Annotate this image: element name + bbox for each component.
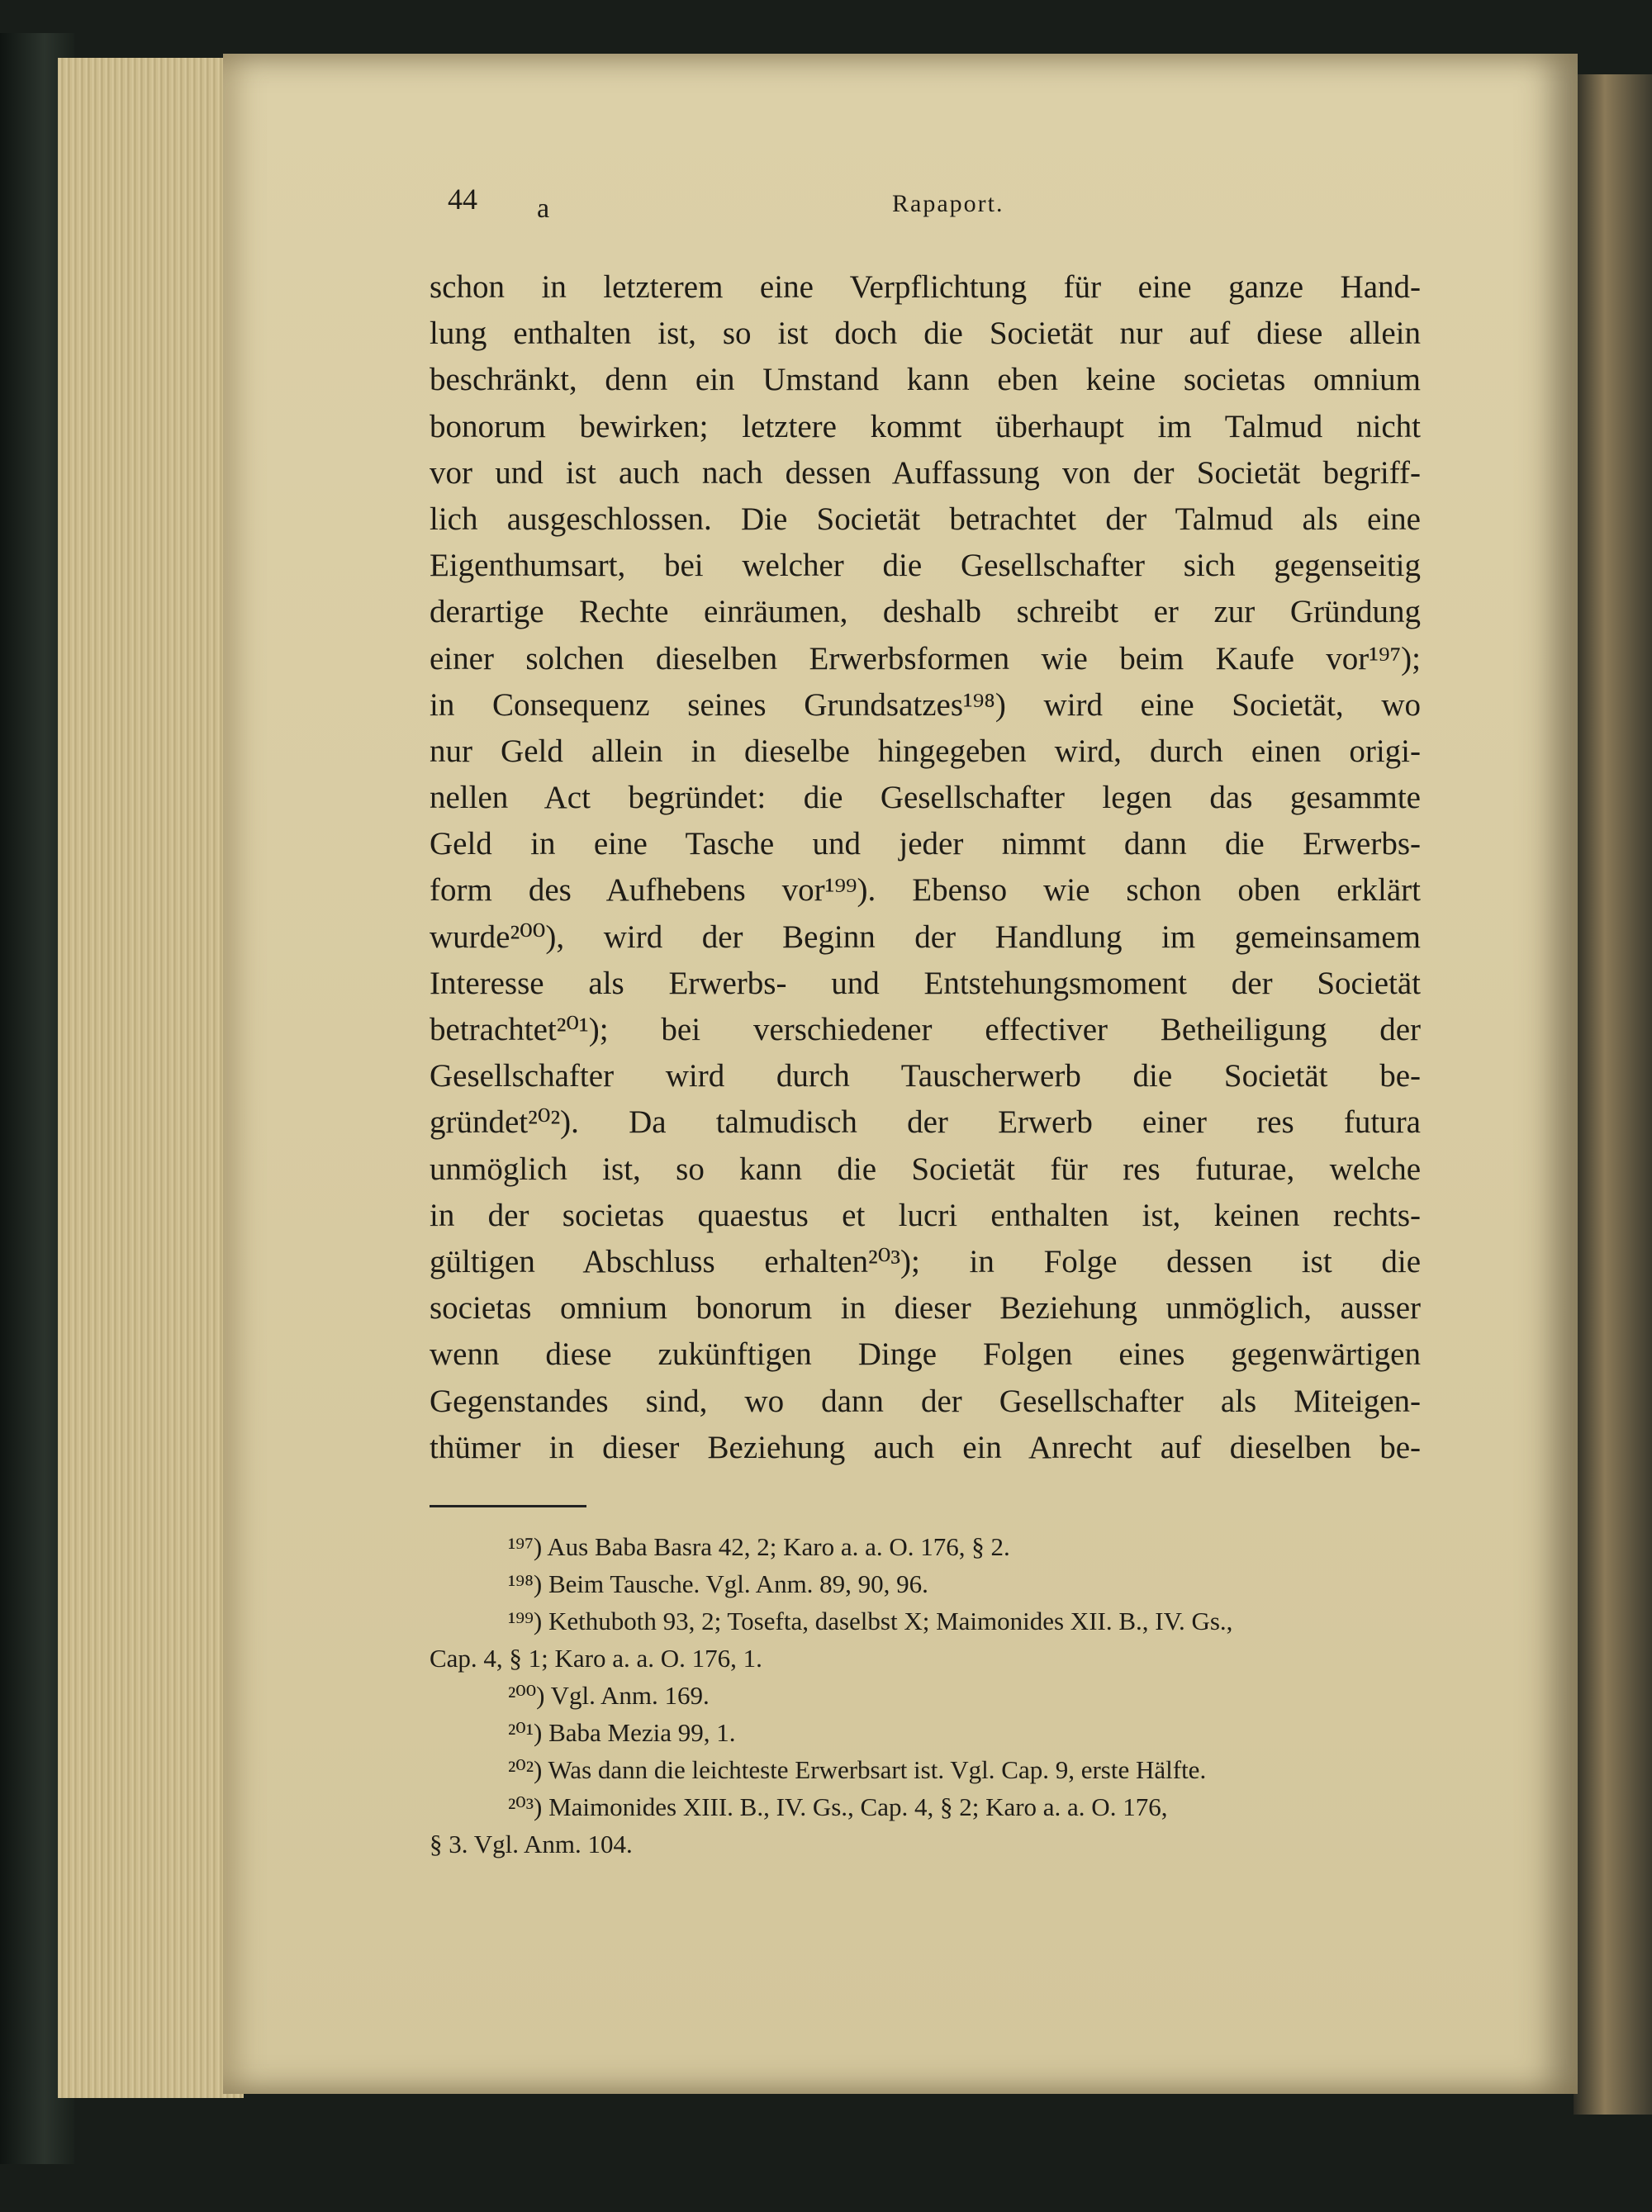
footnotes xyxy=(430,1528,1421,1863)
text-line: lung enthalten ist, so ist doch die Societät nur auf diese allein xyxy=(430,316,1421,352)
page-header xyxy=(430,182,1421,231)
text-line: nellen Act begründet: die Gesellschafter legen das gesammte xyxy=(430,780,1421,816)
text-line: Geld in eine Tasche und jeder nimmt dann die Erwerbs- xyxy=(430,826,1421,862)
page-number: 44 xyxy=(448,183,477,216)
footnote: ¹⁹⁹) Kethuboth 93, 2; Tosefta, daselbst X; Maimonides XII. B., IV. Gs., xyxy=(508,1607,1233,1635)
footnote: ¹⁹⁸) Beim Tausche. Vgl. Anm. 89, 90, 96. xyxy=(508,1569,928,1598)
footnote: ²⁰⁰) Vgl. Anm. 169. xyxy=(508,1681,710,1710)
footnote: ²⁰²) Was dann die leichteste Erwerbsart ist. Vgl. Cap. 9, erste Hälfte. xyxy=(508,1755,1207,1784)
page-stack-edge xyxy=(58,58,244,2098)
text-line: unmöglich ist, so kann die Societät für res futurae, welche xyxy=(430,1151,1421,1187)
text-line: wurde²⁰⁰), wird der Beginn der Handlung im gemeinsamem xyxy=(430,919,1421,955)
text-line: in der societas quaestus et lucri enthalten ist, keinen rechts- xyxy=(430,1197,1421,1233)
text-line: beschränkt, denn ein Umstand kann eben keine societas omnium xyxy=(430,362,1421,398)
text-line: nur Geld allein in dieselbe hingegeben wird, durch einen origi- xyxy=(430,733,1421,769)
text-line: gründet²⁰²). Da talmudisch der Erwerb einer res futura xyxy=(430,1104,1421,1141)
text-line: vor und ist auch nach dessen Auffassung von der Societät begriff- xyxy=(430,454,1421,491)
body-text xyxy=(430,264,1421,1471)
text-line: in Consequenz seines Grundsatzes¹⁹⁸) wird eine Societät, wo xyxy=(430,686,1421,723)
footnote: ²⁰³) Maimonides XIII. B., IV. Gs., Cap. 4, § 2; Karo a. a. O. 176, xyxy=(508,1792,1168,1821)
footnote: ²⁰¹) Baba Mezia 99, 1. xyxy=(508,1718,736,1747)
text-line: Gegenstandes sind, wo dann der Gesellschafter als Miteigen- xyxy=(430,1383,1421,1419)
facing-page-edge xyxy=(1574,74,1652,2115)
running-head: Rapaport. xyxy=(892,190,1004,217)
text-line: einer solchen dieselben Erwerbsformen wie beim Kaufe vor¹⁹⁷); xyxy=(430,640,1421,676)
text-line: thümer in dieser Beziehung auch ein Anrecht auf dieselben be- xyxy=(430,1429,1421,1465)
text-line: Eigenthumsart, bei welcher die Gesellschafter sich gegenseitig xyxy=(430,548,1421,584)
page-text-area xyxy=(430,182,1421,1916)
text-line: gültigen Abschluss erhalten²⁰³); in Folge dessen ist die xyxy=(430,1243,1421,1279)
text-line: derartige Rechte einräumen, deshalb schreibt er zur Gründung xyxy=(430,594,1421,630)
text-line: lich ausgeschlossen. Die Societät betrachtet der Talmud als eine xyxy=(430,501,1421,537)
text-line: schon in letzterem eine Verpflichtung für eine ganze Hand- xyxy=(430,269,1421,305)
footnote-rule xyxy=(430,1505,586,1507)
footnote-continuation: Cap. 4, § 1; Karo a. a. O. 176, 1. xyxy=(430,1644,762,1673)
text-line: societas omnium bonorum in dieser Beziehung unmöglich, ausser xyxy=(430,1290,1421,1327)
text-line: wenn diese zukünftigen Dinge Folgen eines gegenwärtigen xyxy=(430,1336,1421,1373)
margin-mark: a xyxy=(537,193,550,224)
footnote: ¹⁹⁷) Aus Baba Basra 42, 2; Karo a. a. O. 176, § 2. xyxy=(508,1532,1010,1561)
text-line: form des Aufhebens vor¹⁹⁹). Ebenso wie schon oben erklärt xyxy=(430,872,1421,909)
text-line: Gesellschafter wird durch Tauscherwerb die Societät be- xyxy=(430,1058,1421,1094)
text-line: betrachtet²⁰¹); bei verschiedener effectiver Betheiligung der xyxy=(430,1012,1421,1047)
text-line: bonorum bewirken; letztere kommt überhaupt im Talmud nicht xyxy=(430,408,1421,444)
footnote-continuation: § 3. Vgl. Anm. 104. xyxy=(430,1830,633,1858)
text-line: Interesse als Erwerbs- und Entstehungsmoment der Societät xyxy=(430,965,1421,1001)
